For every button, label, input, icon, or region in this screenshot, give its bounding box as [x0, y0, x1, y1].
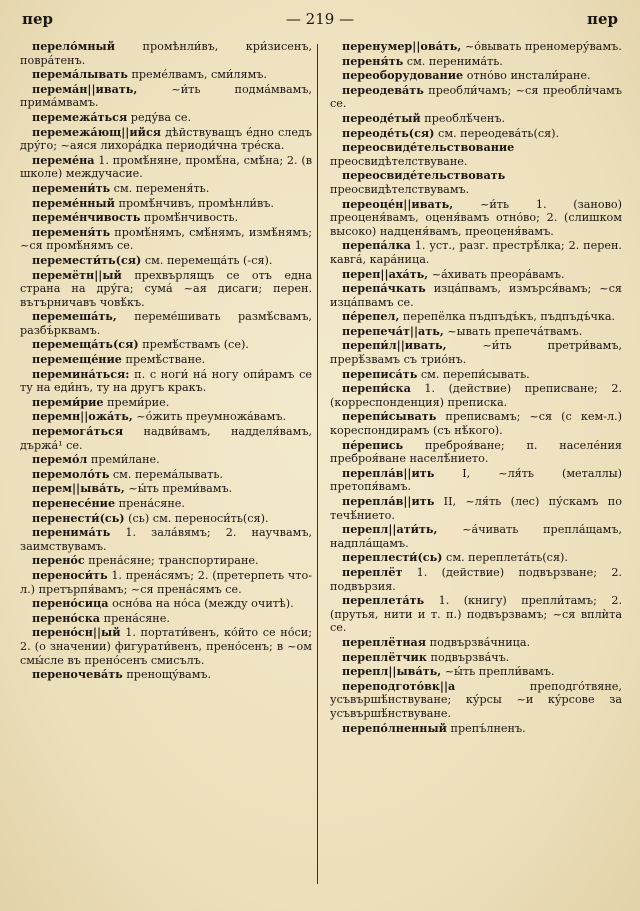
entry-headword: перело́мный	[32, 39, 116, 53]
entry-definition: осно́ва на но́са (между очитѣ).	[112, 597, 294, 611]
entry-definition: см. перепи́сывать.	[420, 367, 530, 381]
entry-headword: перепеча́т||ать,	[342, 323, 444, 338]
dictionary-entry	[330, 368, 622, 382]
dictionary-entry	[330, 339, 622, 366]
dictionary-entry	[20, 254, 312, 268]
entry-definition: премѣ́ствамъ (се).	[142, 338, 249, 352]
entry-definition: см. перемеща́ть (-ся).	[144, 253, 273, 267]
entry-definition: промѣ́нямъ, смѣ́нямъ, измѣ́нямъ; ~ся промѣ́нямъ се.	[20, 225, 312, 253]
dictionary-entry	[20, 468, 312, 482]
entry-headword: переоде́тый	[342, 110, 421, 125]
entry-headword: пе́репись	[342, 437, 404, 452]
dictionary-entry	[330, 495, 622, 522]
entry-headword: перенесе́ние	[32, 496, 116, 510]
entry-headword: перенумер||ова́ть,	[342, 39, 462, 53]
entry-definition: промѣ́нчивъ, промѣнли́въ.	[118, 196, 274, 210]
dictionary-entry	[330, 198, 622, 239]
dictionary-entry	[20, 425, 312, 452]
entry-definition: преобли́чамъ; ~ся преоблѝчамъ се.	[330, 83, 622, 111]
dictionary-entry	[330, 382, 622, 409]
dictionary-entry	[330, 69, 622, 83]
header-guide-word-right: пер	[586, 10, 618, 28]
entry-definition: преоблѣ́ченъ.	[424, 111, 506, 125]
header-guide-word-left: пер	[22, 10, 54, 28]
entry-definition: 1. (книгу) препли́тамъ; 2. (прутья, нити и т. п.) подвързвамъ; ~ся вплѝта се.	[330, 594, 622, 635]
dictionary-entry	[20, 410, 312, 424]
entry-definition: см. переодева́ть(ся).	[438, 126, 560, 140]
entry-definition: 1. уст., разг. престрѣ́лка; 2. перен. кавга́, кара́ница.	[330, 239, 622, 266]
entry-headword: перемеща́ть(ся)	[32, 337, 139, 352]
entry-definition: преосвидѣтелствувамъ.	[330, 182, 470, 196]
dictionary-entry	[330, 636, 622, 650]
entry-definition: ~и́ть претри́вамъ, прерѣ́звамъ съ трио́нъ.	[330, 339, 623, 367]
entry-definition: см. перенима́ть.	[406, 54, 503, 68]
dictionary-entry	[330, 325, 622, 339]
entry-definition: препъ́лненъ.	[450, 721, 526, 735]
entry-headword: переме́нчивость	[32, 210, 141, 225]
entry-definition: п. с ноги́ на́ ногу опи́рамъ се ту на еди́нъ, ту на другъ кракъ.	[20, 367, 313, 395]
dictionary-entry	[330, 551, 622, 565]
dictionary-entry	[20, 569, 312, 596]
dictionary-entry	[20, 526, 312, 553]
entry-headword: переписа́ть	[342, 366, 418, 381]
dictionary-entry	[330, 722, 622, 736]
entry-headword: перемётн||ый	[32, 267, 122, 282]
page-number: — 219 —	[285, 10, 355, 28]
dictionary-entry	[20, 626, 312, 667]
entry-definition: прена́сяне.	[118, 497, 185, 510]
entry-headword: переоде́ть(ся)	[342, 125, 435, 140]
entry-headword: переосвиде́тельствование	[342, 140, 515, 155]
entry-definition: 1. промѣ́няне, промѣ́на, смѣ́на; 2. (в школе) междучасие.	[20, 153, 312, 181]
entry-definition: прена́сяне; транспортиране.	[88, 554, 259, 568]
dictionary-entry	[20, 68, 312, 82]
entry-headword: переоборудование	[342, 68, 464, 83]
dictionary-entry	[330, 566, 622, 593]
dictionary-entry	[330, 127, 622, 141]
entry-definition: ~ывать препеча́твамъ.	[447, 324, 583, 338]
entry-headword: переодева́ть	[342, 82, 424, 97]
dictionary-entry	[20, 497, 312, 511]
dictionary-entry	[20, 269, 312, 310]
dictionary-entry	[20, 126, 312, 153]
entry-definition: см. переплета́ть(ся).	[446, 551, 568, 565]
entry-definition: см. переменя́ть.	[113, 181, 210, 195]
entry-headword: переоце́н||ивать,	[342, 196, 454, 211]
entry-headword: перенима́ть	[32, 525, 111, 540]
entry-headword: перемоло́ть	[32, 466, 110, 481]
entry-definition: II, ~ля́ть (лес) пу́скамъ по течѣ́нието.	[330, 495, 622, 522]
column-divider	[317, 44, 318, 884]
entry-definition: надви́вамъ, надделя́вамъ, държа́¹ се.	[20, 425, 312, 452]
dictionary-entry	[20, 226, 312, 253]
entry-headword: перемога́ться	[32, 424, 124, 439]
entry-definition: прехвърлящъ се отъ една страна на дру́га; сума́ ~ая дисаги; перен. вътърничавъ човѣ́къ.	[20, 268, 313, 309]
dictionary-entry	[20, 368, 312, 395]
entry-definition: преми́рие.	[107, 395, 170, 409]
entry-headword: переноси́ть	[32, 567, 108, 582]
entry-headword: переосвиде́тельствовать	[342, 168, 506, 183]
dictionary-entry	[330, 651, 622, 665]
dictionary-entry	[20, 396, 312, 410]
entry-headword: перепо́лненный	[342, 720, 447, 735]
dictionary-entry	[20, 182, 312, 196]
entry-definition: 1. прена́сямъ; 2. (претерпеть что-л.) претърпя́вамъ; ~ся прена́сямъ се.	[20, 568, 312, 596]
entry-headword: пе́репел,	[342, 309, 400, 324]
entry-definition: ~ы́ть препли́вамъ.	[444, 665, 555, 679]
entry-definition: ~и́ть подма́мвамъ, прима́мвамъ.	[20, 82, 312, 110]
dictionary-entry	[20, 668, 312, 682]
entry-definition: промѣ́нчивость.	[143, 211, 239, 225]
entry-headword: перепла́в||ить	[342, 494, 435, 508]
entry-definition: преосвидѣтелствуване.	[330, 154, 468, 168]
entry-definition: премѣ́стване.	[125, 353, 206, 367]
dictionary-entry	[20, 111, 312, 125]
dictionary-entry	[330, 84, 622, 111]
entry-definition: переме́шивать размѣ́свамъ, разбъ́рквамъ.	[20, 310, 312, 337]
dictionary-entry	[330, 310, 622, 324]
dictionary-entry	[20, 554, 312, 568]
entry-headword: перемести́ть(ся)	[32, 252, 142, 267]
entry-headword: перепа́лка	[342, 238, 411, 253]
dictionary-entry	[20, 612, 312, 626]
entry-definition: 1. портати́венъ, ко́йто се но́си; 2. (о значении) фигурати́венъ, прено́сенъ; в ~ом смы́сле въ прено́сенъ смисълъ.	[20, 626, 312, 667]
entry-headword: переподгото́вк||а	[342, 678, 456, 693]
dictionary-entry	[20, 338, 312, 352]
entry-headword: перепла́в||ить	[342, 465, 435, 480]
entry-headword: переме́на	[32, 152, 95, 167]
entry-headword: перемеще́ние	[32, 352, 122, 367]
dictionary-entry	[330, 282, 622, 309]
entry-headword: переп||аха́ть,	[342, 266, 429, 281]
dictionary-entry	[330, 680, 622, 721]
entry-definition: изца́пвамъ, измърся́вамъ; ~ся изца́пвамъ се.	[330, 282, 622, 309]
dictionary-entry	[330, 239, 622, 266]
entry-headword: перемежа́ющ||ийся	[32, 124, 162, 139]
entry-headword: перепи́л||ивать,	[342, 338, 447, 353]
entry-headword: перемо́л	[32, 452, 88, 467]
entry-headword: перепл||ати́ть,	[342, 522, 438, 537]
dictionary-entry	[20, 482, 312, 496]
entry-headword: переменя́ть	[32, 224, 111, 239]
entry-definition: пренощу́вамъ.	[126, 668, 212, 682]
entry-headword: перемн||ожа́ть,	[32, 409, 133, 424]
dictionary-entry	[20, 83, 312, 110]
dictionary-entry	[330, 268, 622, 282]
entry-headword: перено́сица	[32, 596, 109, 611]
entry-headword: перепи́сывать	[342, 409, 437, 424]
entry-definition: преписвамъ; ~ся (с кем-л.) кореспондирамъ (съ нѣ́кого).	[330, 410, 622, 438]
dictionary-entry	[20, 40, 312, 67]
entry-headword: переплётная	[342, 634, 427, 649]
entry-headword: переня́ть	[342, 53, 404, 68]
entry-headword: перепл||ыва́ть,	[342, 664, 442, 679]
dictionary-entry	[330, 112, 622, 126]
entry-headword: переплета́ть	[342, 593, 425, 608]
entry-definition: перепёлка пъдпъдъ́къ, пъдпъдъ́чка.	[402, 310, 616, 324]
entry-definition: ~а́хивать преора́вамъ.	[431, 267, 565, 281]
dictionary-entry	[20, 211, 312, 225]
entry-headword: перепа́чкать	[342, 281, 426, 296]
entry-headword: перено́ска	[32, 610, 101, 625]
entry-headword: переплётчик	[342, 649, 427, 664]
entry-definition: ~и́ть 1. (заново) преоценя́вамъ, оценя́вамъ отно́во; 2. (слишком высоко) надценя́вамъ, преоценя́вамъ.	[330, 197, 623, 238]
entry-definition: подвързва́чница.	[429, 635, 531, 649]
dictionary-entry	[330, 594, 622, 635]
entry-headword: перем||ыва́ть,	[32, 481, 125, 496]
entry-definition: I, ~ля́ть (металлы) претопя́вамъ.	[330, 466, 622, 494]
dictionary-entry	[330, 439, 622, 466]
entry-headword: переплести́(сь)	[342, 550, 443, 565]
entry-headword: перемеша́ть,	[32, 309, 117, 324]
entry-headword: переплёт	[342, 564, 403, 579]
dictionary-entry	[330, 410, 622, 437]
dictionary-entry	[20, 154, 312, 181]
dictionary-entry	[330, 169, 622, 196]
entry-definition: реду́ва се.	[130, 110, 192, 124]
dictionary-entry	[330, 665, 622, 679]
entry-definition: преми́лане.	[90, 453, 160, 467]
entry-definition: см. перема́лывать.	[112, 467, 224, 481]
entry-definition: преброя́ване; п. населе́ния преброя́ване населѣ́нието.	[330, 438, 622, 466]
entry-headword: перено́с	[32, 553, 85, 568]
entry-headword: перема́лывать	[32, 67, 128, 82]
entry-headword: перено́сн||ый	[32, 625, 121, 640]
entry-definition: (сь) см. переноси́ть(ся).	[128, 511, 269, 525]
entry-headword: перемина́ться:	[32, 366, 130, 381]
entry-definition: промѣнли́въ, кри́зисенъ, поврáтенъ.	[20, 40, 312, 67]
entry-headword: перема́н||ивать,	[32, 81, 138, 96]
entry-definition: ~о́жить преумножа́вамъ.	[136, 410, 287, 424]
dictionary-entry	[20, 512, 312, 526]
dictionary-entry	[20, 597, 312, 611]
dictionary-entry	[20, 353, 312, 367]
entry-headword: перемени́ть	[32, 180, 111, 195]
left-column	[20, 40, 312, 683]
dictionary-entry	[330, 523, 622, 550]
entry-definition: 1. зала́вямъ; 2. научвамъ, заимствувамъ.	[20, 526, 312, 553]
page-header	[22, 10, 618, 34]
entry-definition: ~о́вывать преномеру́вамъ.	[464, 40, 622, 53]
entry-headword: перепи́ска	[342, 381, 411, 396]
dictionary-entry	[330, 40, 622, 54]
dictionary-entry	[330, 55, 622, 69]
dictionary-entry	[330, 467, 622, 494]
entry-definition: 1. (действие) преписване; 2. (корреспонденция) преписка.	[330, 382, 623, 409]
entry-headword: перемежа́ться	[32, 109, 128, 124]
entry-definition: прена́сяне.	[103, 611, 170, 625]
entry-definition: ~а́чивать препла́щамъ, надпла́щамъ.	[330, 523, 622, 550]
entry-definition: преме́лвамъ, сми́лямъ.	[131, 68, 267, 82]
dictionary-entry	[20, 453, 312, 467]
entry-headword: переночева́ть	[32, 667, 123, 682]
entry-definition: дѣйствуващъ е́дно следъ дру́го; ~аяся лихора́дка периоди́чна тре́ска.	[20, 125, 312, 153]
dictionary-entry	[330, 141, 622, 168]
entry-definition: отно́во инстали́ране.	[466, 69, 591, 83]
entry-definition: ~ы́ть преми́вамъ.	[128, 482, 233, 496]
entry-headword: перенести́(сь)	[32, 510, 125, 525]
dictionary-entry	[20, 197, 312, 211]
entry-headword: переме́нный	[32, 195, 115, 210]
entry-headword: переми́рие	[32, 394, 104, 409]
right-column	[330, 40, 622, 736]
entry-definition: 1. (действие) подвързване; 2. подвързия.	[330, 565, 622, 593]
dictionary-entry	[20, 310, 312, 337]
entry-definition: преподго́твяне, усъвършѣ́нствуване; ку́рсы ~и ку́рсове за усъвършѣ́нствуване.	[330, 679, 622, 720]
entry-definition: подвързва́чъ.	[430, 650, 510, 664]
